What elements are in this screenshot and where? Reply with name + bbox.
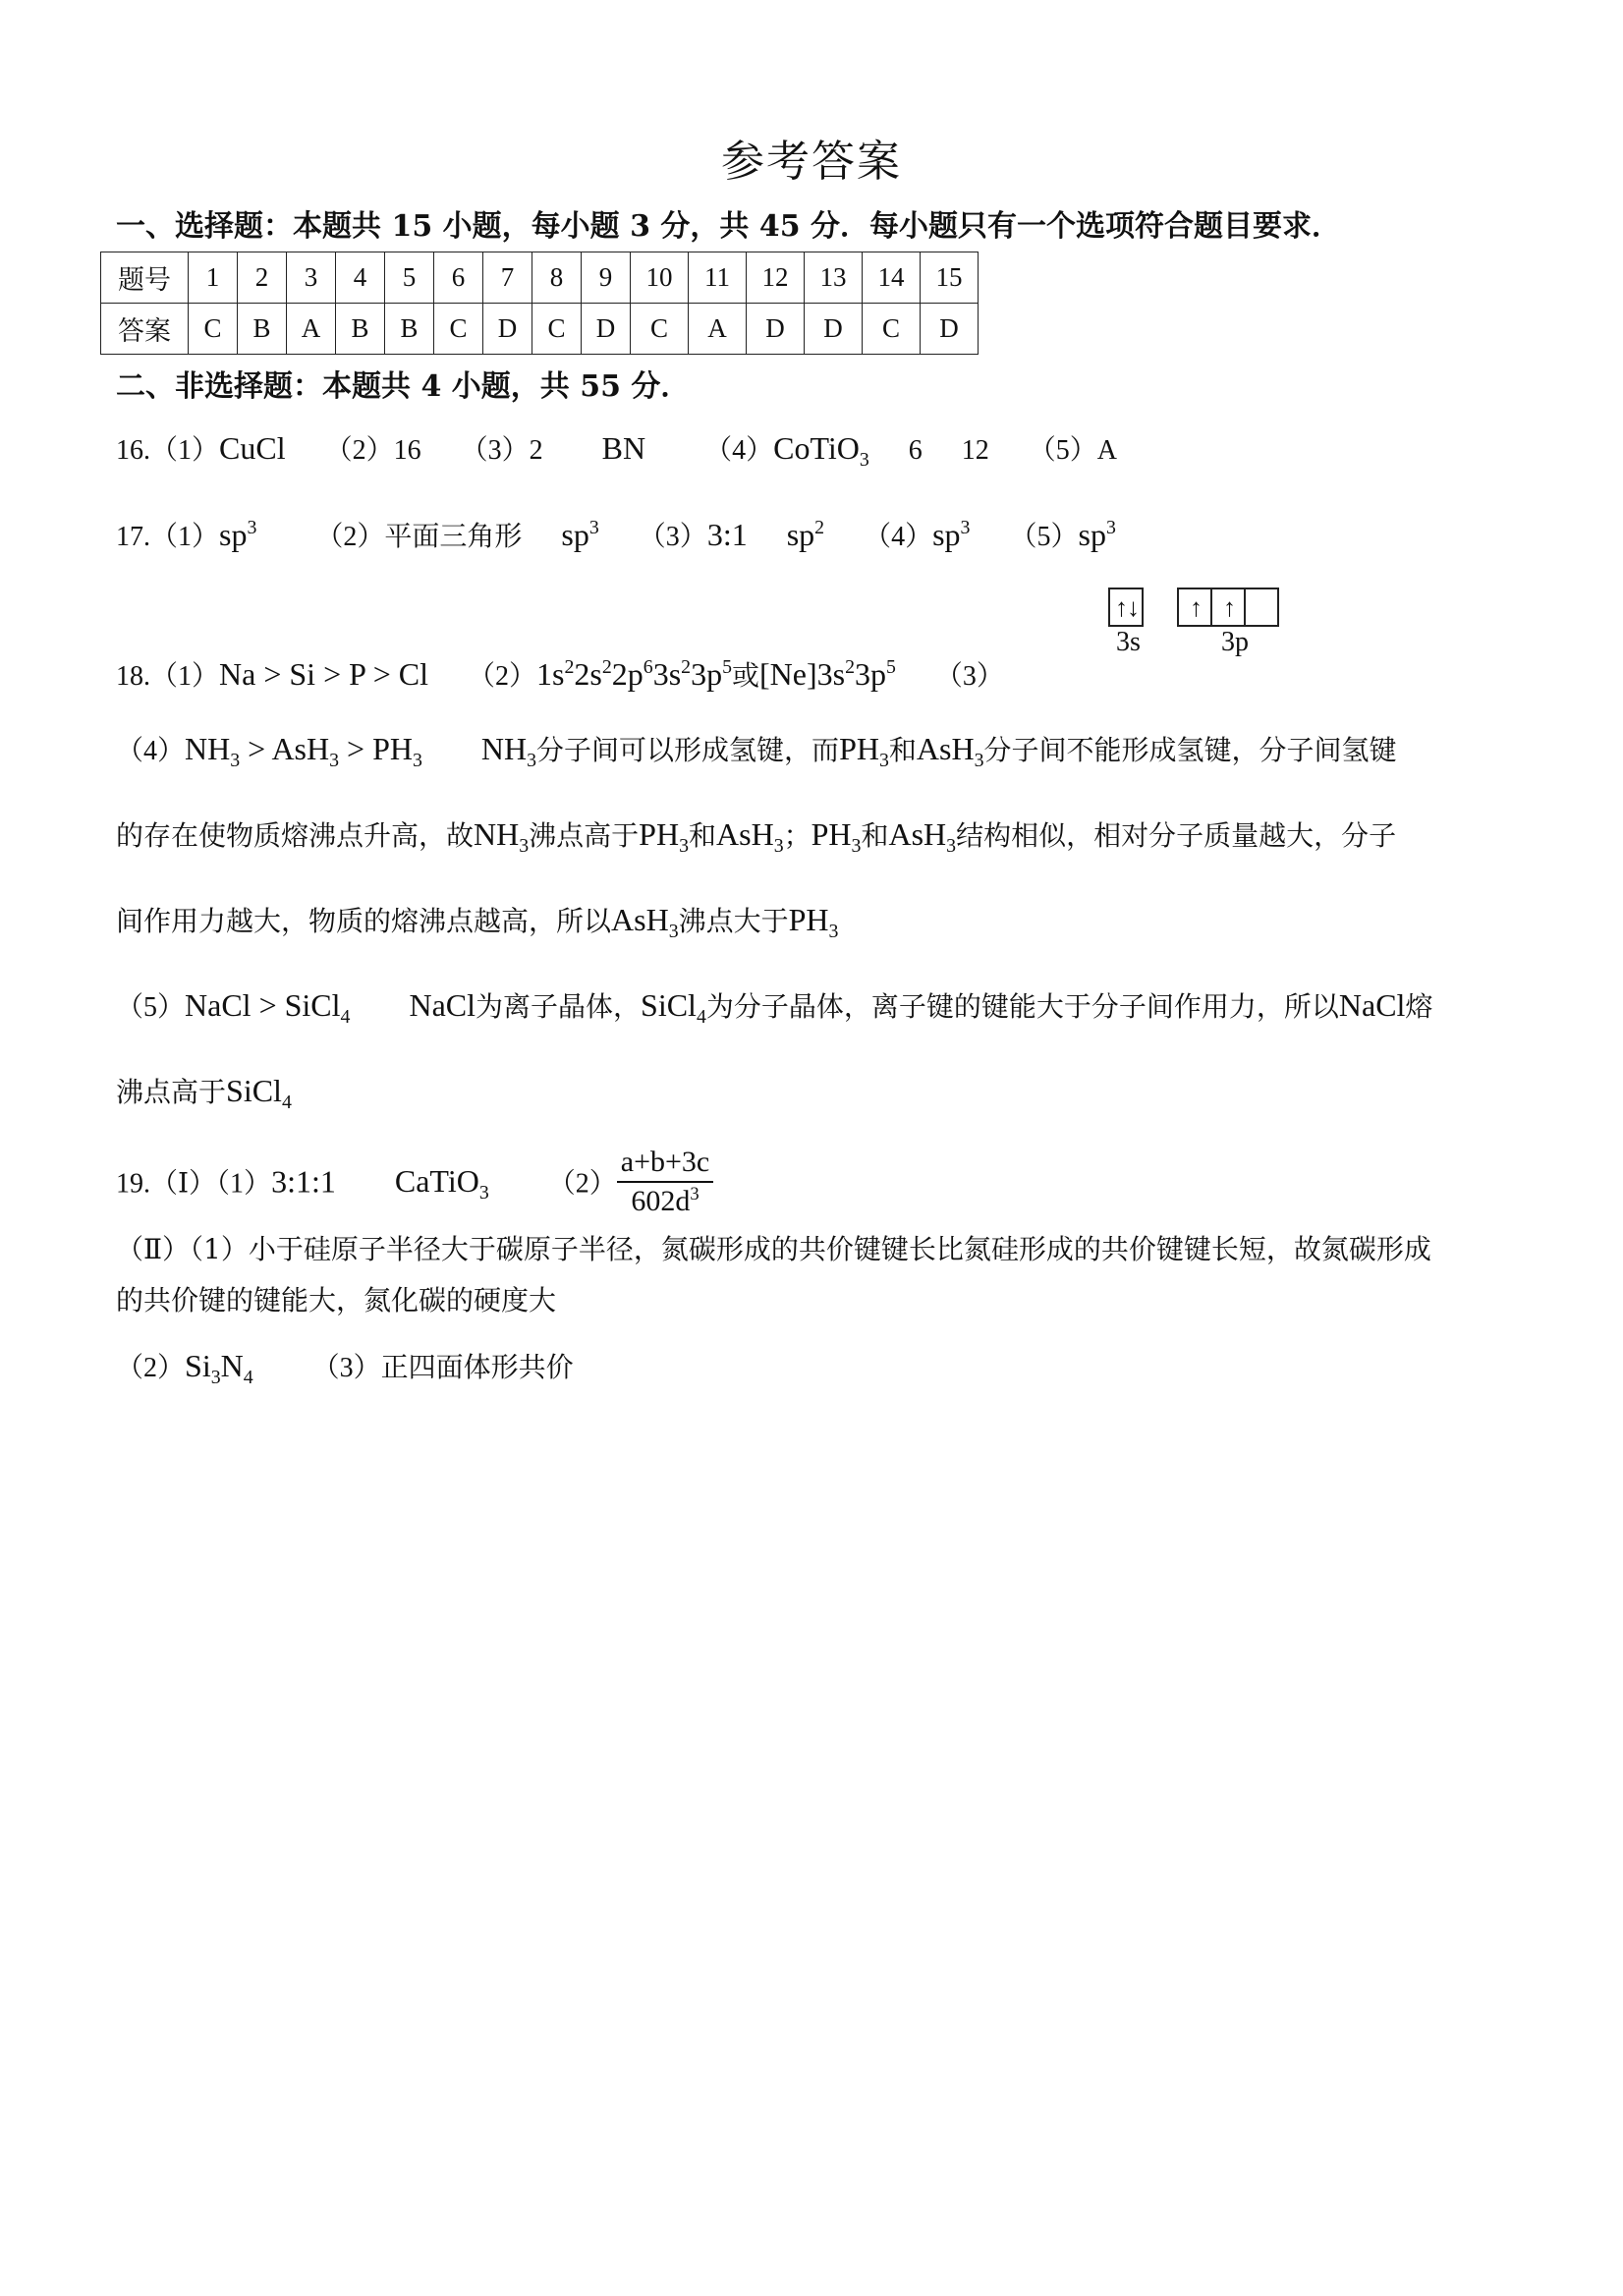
spin-up-arrow: ↑ — [1190, 593, 1203, 622]
part-label: （4） — [704, 435, 774, 466]
answer-value: Na > Si > P > Cl — [219, 656, 428, 692]
answer-value: 12 — [961, 435, 989, 466]
table-cell: 13 — [805, 252, 863, 304]
formula: AsH$_3$ — [716, 816, 784, 857]
question-label: 19.（Ⅰ）（1） — [116, 1168, 272, 1200]
formula: $sp^3$ — [932, 517, 971, 552]
table-cell: 11 — [689, 252, 747, 304]
part-label: （5） — [1028, 435, 1097, 466]
part-label: （3） — [311, 1353, 381, 1383]
part-label: （4） — [116, 736, 186, 766]
question-18-part4-line3: 间作用力越大，物质的熔沸点越高，所以AsH$_3$沸点大于$PH_3$ — [116, 902, 839, 942]
fraction-numerator: a+b+3c — [617, 1146, 713, 1183]
question-18-part1 — [116, 654, 1004, 694]
orbital-label-3p: 3p — [1221, 627, 1249, 657]
table-cell: C — [434, 304, 483, 355]
formula: SiCl$_4$ — [641, 987, 706, 1028]
table-cell: D — [921, 304, 979, 355]
question-18-part5-line2: 沸点高于SiCl$_4$ — [116, 1073, 292, 1113]
section2-heading: 二、非选择题：本题共 4 小题，共 55 分． — [116, 369, 691, 404]
table-cell: C — [189, 304, 238, 355]
part-label: （5） — [1009, 522, 1079, 552]
table-cell: C — [863, 304, 921, 355]
question-18-part4-line2: 的存在使物质熔沸点升高，故$NH_3$沸点高于$PH_3$和AsH$_3$；$PH_3$和AsH$_3$结构相似，相对分子质量越大，分子 — [116, 816, 1397, 857]
table-cell: B — [238, 304, 287, 355]
table-cell: 10 — [631, 252, 689, 304]
formula: $PH_3$ — [811, 816, 862, 857]
formula: $NH_3 > AsH_3 > PH_3$ — [185, 731, 422, 771]
table-cell: 7 — [483, 252, 532, 304]
table-cell: B — [385, 304, 434, 355]
table-cell: B — [336, 304, 385, 355]
formula: $sp^3$ — [561, 517, 599, 552]
table-cell: 12 — [747, 252, 805, 304]
formula: CaTiO$_3$ — [394, 1163, 489, 1204]
question-17 — [116, 515, 1116, 554]
table-cell: 8 — [532, 252, 582, 304]
table-cell: 1 — [189, 252, 238, 304]
question-18-part4-line1: $(4)NH_3 > AsH_3 > PH_3$ $NH_3$分子间可以形成氢键，而$PH_3$和AsH$_3$分子间不能形成氢键，分子间氢键 — [116, 731, 1397, 771]
table-header-answer: 答案 — [101, 304, 189, 355]
answer-value: 3:1 — [706, 517, 748, 552]
fraction-denominator: $602d^3$ — [631, 1183, 700, 1217]
answer-value: BN — [601, 430, 646, 466]
part-label: （2） — [468, 661, 537, 692]
formula: $PH_3$ — [788, 902, 839, 942]
formula: SiCl$_4$ — [226, 1073, 292, 1113]
formula: NaCl — [409, 987, 476, 1023]
part-label: （3） — [638, 522, 707, 552]
spin-up-arrow: ↑ — [1115, 593, 1128, 622]
formula: $NH_3$ — [474, 816, 530, 857]
table-cell: D — [805, 304, 863, 355]
question-label: 18.（1） — [116, 661, 220, 692]
table-cell: 2 — [238, 252, 287, 304]
table-cell: D — [747, 304, 805, 355]
formula: $sp^3$ — [1078, 517, 1116, 552]
table-cell: C — [631, 304, 689, 355]
question-label: 16.（1） — [116, 435, 220, 466]
part-label: （4） — [864, 522, 933, 552]
formula: $NH_3$ — [480, 731, 537, 771]
orbital-box-3p-1 — [1177, 588, 1212, 627]
orbital-box-3p-2 — [1210, 588, 1246, 627]
table-header-number: 题号 — [101, 252, 189, 304]
answer-value: 16 — [393, 435, 421, 466]
answer-table — [100, 252, 979, 355]
question-19-part1 — [116, 1146, 713, 1222]
question-label: 17.（1） — [116, 522, 220, 552]
table-row-answers — [101, 304, 979, 355]
part-label: （2） — [315, 522, 385, 552]
question-19-part2-paragraph: （Ⅱ）（1）小于硅原子半径大于碳原子半径，氮碳形成的共价键键长比氮硅形成的共价键键长短，故氮碳形成 的共价键的键能大，氮化碳的硬度大 — [116, 1233, 1431, 1316]
question-18-part5-line1: （5）NaCl > SiCl$_4$ NaCl为离子晶体，SiCl$_4$为分子晶体，离子键的键能大于分子间作用力，所以NaCl熔 — [116, 987, 1433, 1028]
formula: $sp^3$ — [219, 517, 257, 552]
connector-text: 或 — [731, 661, 759, 692]
table-row-numbers — [101, 252, 979, 304]
table-cell: D — [483, 304, 532, 355]
formula: AsH$_3$ — [888, 816, 957, 857]
question-16 — [116, 428, 1118, 471]
answer-value: 平面三角形 — [384, 522, 523, 552]
formula: CoTiO$_3$ — [773, 430, 869, 471]
formula: $PH_3$ — [839, 731, 889, 771]
table-cell: 6 — [434, 252, 483, 304]
fraction — [617, 1146, 713, 1218]
formula: NaCl > SiCl$_4$ — [185, 987, 351, 1028]
table-cell: 5 — [385, 252, 434, 304]
orbital-box-3s — [1108, 588, 1144, 627]
spin-up-arrow: ↑ — [1223, 593, 1236, 622]
part-label: （3） — [460, 435, 530, 466]
electron-configuration-short: $[Ne]3s^23p^5$ — [759, 656, 896, 692]
table-cell: 4 — [336, 252, 385, 304]
answer-value: A — [1096, 435, 1118, 466]
section1-heading: 一、选择题：本题共 15 小题，每小题 3 分，共 45 分．每小题只有一个选项符合题目要求． — [116, 209, 1342, 244]
part-label: （3） — [934, 661, 1004, 692]
answer-value: 6 — [908, 435, 923, 466]
table-cell: C — [532, 304, 582, 355]
page-title: 参考答案 — [721, 137, 902, 187]
answer-value: 正四面体形共价 — [380, 1353, 574, 1383]
table-cell: 3 — [287, 252, 336, 304]
part-label: （2） — [324, 435, 394, 466]
orbital-label-3s: 3s — [1116, 627, 1141, 657]
part-label: （2） — [116, 1353, 186, 1383]
formula: AsH$_3$ — [611, 902, 679, 942]
table-cell: 15 — [921, 252, 979, 304]
table-cell: 9 — [582, 252, 631, 304]
answer-value: 2 — [529, 435, 543, 466]
table-cell: 14 — [863, 252, 921, 304]
spin-down-arrow: ↓ — [1127, 593, 1140, 622]
question-19-part2-answers — [116, 1346, 574, 1388]
formula: $PH_3$ — [639, 816, 689, 857]
table-cell: A — [689, 304, 747, 355]
formula: NaCl — [1338, 987, 1406, 1023]
answer-value: CuCl — [219, 430, 286, 466]
answer-value: 3:1:1 — [271, 1163, 336, 1200]
orbital-box-3p-3 — [1244, 588, 1279, 627]
part-label: （2） — [547, 1168, 617, 1200]
electron-configuration: $1s^22s^22p^63s^23p^5$ — [536, 656, 732, 692]
formula: $sp^2$ — [786, 517, 825, 552]
part-label: （5） — [116, 992, 186, 1023]
formula: AsH$_3$ — [916, 731, 984, 771]
table-cell: A — [287, 304, 336, 355]
table-cell: D — [582, 304, 631, 355]
formula: $Si_3N_4$ — [185, 1348, 253, 1388]
